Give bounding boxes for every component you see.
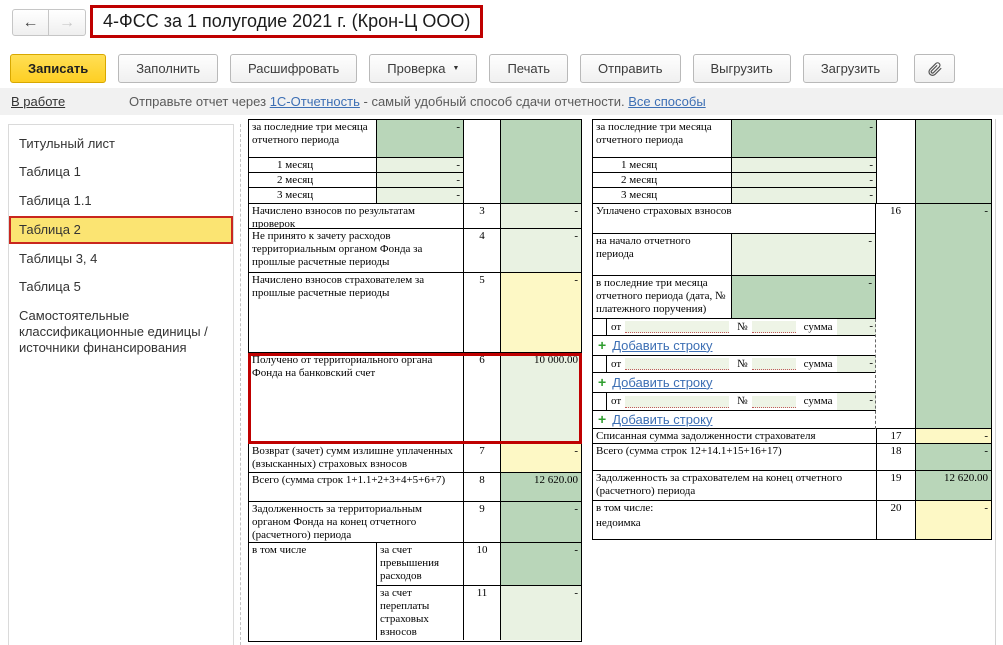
row-label: Списанная сумма задолженности страхователя <box>596 430 816 442</box>
save-button[interactable] <box>10 54 106 83</box>
row-label: за счет превышения расходов <box>376 543 463 585</box>
row-label: Всего (сумма строк 12+14.1+15+16+17) <box>596 445 782 457</box>
line-number-cell: 16 <box>876 204 916 428</box>
export-button-label: Выгрузить <box>710 61 773 76</box>
number-label: № <box>737 357 748 370</box>
table-row <box>249 273 581 353</box>
dropdown-caret-icon: ▼ <box>452 65 460 72</box>
attachments-button[interactable] <box>914 54 955 83</box>
row-label: Начислено взносов страхователем за прошлые расчетные периоды <box>252 274 425 299</box>
line-number-cell: 5 <box>463 273 501 352</box>
amount-cell[interactable]: - <box>916 501 991 539</box>
paperclip-icon <box>926 60 943 77</box>
save-button-label: Записать <box>28 61 89 76</box>
payment-sum-cell[interactable]: - <box>837 356 877 372</box>
payment-date-input[interactable] <box>625 396 729 408</box>
amount-cell[interactable]: - <box>731 276 876 318</box>
row-label: недоимка <box>596 516 641 529</box>
line-number-cell: 17 <box>876 429 916 443</box>
line-number-cell <box>876 120 916 203</box>
payment-number-input[interactable] <box>752 396 796 408</box>
table-row <box>593 501 991 539</box>
payment-date-input[interactable] <box>625 321 729 333</box>
line-number-cell: 7 <box>463 444 501 472</box>
table-row-group <box>249 543 581 641</box>
table-row-total <box>249 473 581 502</box>
payment-sum-cell[interactable]: - <box>837 319 877 335</box>
payment-number-input[interactable] <box>752 358 796 370</box>
table-row <box>593 429 991 444</box>
table-row <box>249 204 581 229</box>
forward-arrow-icon: → <box>59 13 75 31</box>
table-row <box>593 120 991 204</box>
sidebar <box>8 124 234 645</box>
row-label: за последние три месяца отчетного периода <box>596 121 712 146</box>
row-label: 2 месяц <box>277 174 314 186</box>
sidebar-item-classification-units[interactable]: Самостоятельные классификационные единицы / источники финансирования <box>19 307 208 355</box>
row-label: Задолженность за территориальным органом Фонда на конец отчетного (расчетного) периода <box>252 503 423 541</box>
from-label: от <box>611 395 622 408</box>
payment-number-input[interactable] <box>752 321 796 333</box>
merged-amount-cell[interactable]: - <box>916 204 991 428</box>
fill-button[interactable] <box>118 54 218 83</box>
sidebar-item-table2-active[interactable]: Таблица 2 <box>9 216 233 244</box>
row-label: на начало отчетного периода <box>596 235 691 260</box>
line-number-cell: 10 <box>463 543 501 585</box>
fill-button-label: Заполнить <box>136 61 201 76</box>
from-label: от <box>611 320 622 333</box>
row-label: в том числе: <box>596 502 654 514</box>
sidebar-splitter[interactable] <box>240 124 241 645</box>
payment-date-input[interactable] <box>625 358 729 370</box>
line-number-cell: 18 <box>876 444 916 470</box>
table-row-received-from-fund <box>249 353 581 444</box>
print-button[interactable] <box>489 54 568 83</box>
add-row-1 <box>593 336 876 356</box>
plus-icon: + <box>598 337 607 354</box>
page-title: 4-ФСС за 1 полугодие 2021 г. (Крон-Ц ООО) <box>90 5 483 38</box>
send-button[interactable] <box>580 54 680 83</box>
sum-label: сумма <box>803 320 833 333</box>
sidebar-item-tables3-4[interactable]: Таблицы 3, 4 <box>19 251 98 266</box>
row-label: 3 месяц <box>277 189 314 201</box>
line-number-cell: 6 <box>463 353 501 443</box>
back-arrow-icon: ← <box>22 13 39 31</box>
amount-cell[interactable]: - <box>731 120 876 157</box>
1c-reporting-link[interactable]: 1С-Отчетность <box>269 94 360 109</box>
sum-label: сумма <box>803 395 833 408</box>
table-row-total <box>593 444 991 471</box>
row-label: Не принято к зачету расходов территориальным органом Фонда за прошлые расчетные периоды <box>252 230 423 268</box>
amount-cell[interactable]: - <box>376 120 463 157</box>
row-label: 2 месяц <box>621 174 658 186</box>
line-number-cell: 20 <box>876 501 916 539</box>
payment-order-row <box>593 393 876 411</box>
row-label: 3 месяц <box>621 189 658 201</box>
import-button[interactable] <box>803 54 898 83</box>
amount-cell[interactable]: - <box>501 502 581 542</box>
line-number-cell: 19 <box>876 471 916 500</box>
export-button[interactable] <box>693 54 791 83</box>
line-number-cell: 3 <box>463 204 501 228</box>
status-message-part2: - самый удобный способ сдачи отчетности. <box>363 94 625 109</box>
line-number-cell: 8 <box>463 473 501 501</box>
row-label: Начислено взносов по результатам проверок <box>252 205 415 228</box>
nav-buttons <box>12 9 86 36</box>
amount-cell[interactable]: - <box>376 173 463 187</box>
amount-cell[interactable]: - <box>501 204 581 228</box>
row-label: Уплачено страховых взносов <box>593 204 876 233</box>
add-row-3 <box>593 411 876 428</box>
row-label: 1 месяц <box>277 159 314 171</box>
amount-cell[interactable]: - <box>916 429 991 443</box>
amount-cell[interactable]: - <box>501 586 581 640</box>
plus-icon: + <box>598 411 607 428</box>
table-row <box>593 471 991 501</box>
payment-order-row <box>593 319 876 336</box>
amount-cell[interactable]: - <box>376 188 463 203</box>
payment-order-row <box>593 356 876 373</box>
status-message <box>129 94 706 109</box>
print-button-label: Печать <box>507 61 551 76</box>
import-button-label: Загрузить <box>820 61 881 76</box>
decrypt-button[interactable] <box>230 54 357 83</box>
right-edge-divider <box>995 119 996 645</box>
back-button[interactable] <box>12 9 49 36</box>
right-table-credit <box>592 119 992 540</box>
from-label: от <box>611 357 622 370</box>
row-label: Возврат (зачет) сумм излишне уплаченных (взысканных) страховых взносов <box>252 445 453 470</box>
row-label: за последние три месяца отчетного периода <box>252 121 368 146</box>
sum-label: сумма <box>803 357 833 370</box>
decrypt-button-label: Расшифровать <box>248 61 340 76</box>
add-row-2 <box>593 373 876 393</box>
add-row-link[interactable]: Добавить строку <box>612 411 713 427</box>
number-label: № <box>737 395 748 408</box>
add-row-link[interactable]: Добавить строку <box>612 374 713 390</box>
sidebar-item-title-page[interactable]: Титульный лист <box>19 136 116 151</box>
table-row <box>249 229 581 273</box>
amount-cell[interactable]: - <box>501 444 581 472</box>
amount-cell[interactable]: - <box>501 229 581 272</box>
row-label-group <box>593 501 876 539</box>
amount-cell[interactable]: - <box>731 234 876 275</box>
line-number-cell: 9 <box>463 502 501 542</box>
all-methods-link[interactable]: Все способы <box>628 94 706 109</box>
status-state-link[interactable]: В работе <box>11 94 66 109</box>
amount-cell[interactable]: - <box>501 273 581 352</box>
forward-button[interactable] <box>49 9 86 36</box>
row-label: в последние три месяца отчетного периода (дата, № платежного поручения) <box>596 277 726 315</box>
amount-cell[interactable]: 10 000.00 <box>501 353 581 443</box>
amount-cell[interactable]: - <box>731 188 876 203</box>
add-row-link[interactable]: Добавить строку <box>612 337 713 353</box>
left-table-debit <box>248 119 582 642</box>
amount-cell[interactable]: - <box>501 543 581 585</box>
status-message-part1: Отправьте отчет через <box>129 94 267 109</box>
check-button[interactable] <box>369 54 477 83</box>
send-button-label: Отправить <box>598 61 663 76</box>
plus-icon: + <box>598 374 607 391</box>
check-button-label: Проверка <box>387 61 446 76</box>
amount-cell[interactable]: - <box>731 158 876 172</box>
row-label: Задолженность за страхователем на конец отчетного (расчетного) периода <box>596 472 843 497</box>
status-bar <box>0 88 1003 115</box>
merged-amount-cell <box>916 120 991 203</box>
sidebar-item-table1[interactable]: Таблица 1 <box>19 164 81 180</box>
table-row <box>249 444 581 473</box>
amount-cell[interactable]: 12 620.00 <box>916 471 991 500</box>
row-label: в том числе <box>252 544 307 556</box>
amount-cell[interactable]: - <box>731 173 876 187</box>
row-label: 1 месяц <box>621 159 658 171</box>
payment-sum-cell[interactable]: - <box>837 393 877 410</box>
line-number-cell: 11 <box>463 586 501 640</box>
row-label: за счет переплаты страховых взносов <box>376 586 463 640</box>
table-row <box>249 502 581 543</box>
merged-amount-cell <box>501 120 581 203</box>
sidebar-item-table5[interactable]: Таблица 5 <box>19 279 81 295</box>
row-label: Всего (сумма строк 1+1.1+2+3+4+5+6+7) <box>252 474 446 486</box>
row-label: Получено от территориального органа Фонда на банковский счет <box>252 354 433 379</box>
toolbar <box>10 54 955 83</box>
number-label: № <box>737 320 748 333</box>
amount-cell[interactable]: - <box>916 444 991 470</box>
sidebar-item-table1-1[interactable]: Таблица 1.1 <box>19 192 92 208</box>
line-number-cell <box>463 120 501 203</box>
table-row-paid-contributions <box>593 204 991 429</box>
amount-cell[interactable]: - <box>376 158 463 172</box>
line-number-cell: 4 <box>463 229 501 272</box>
table-row <box>249 120 581 204</box>
amount-cell[interactable]: 12 620.00 <box>501 473 581 501</box>
